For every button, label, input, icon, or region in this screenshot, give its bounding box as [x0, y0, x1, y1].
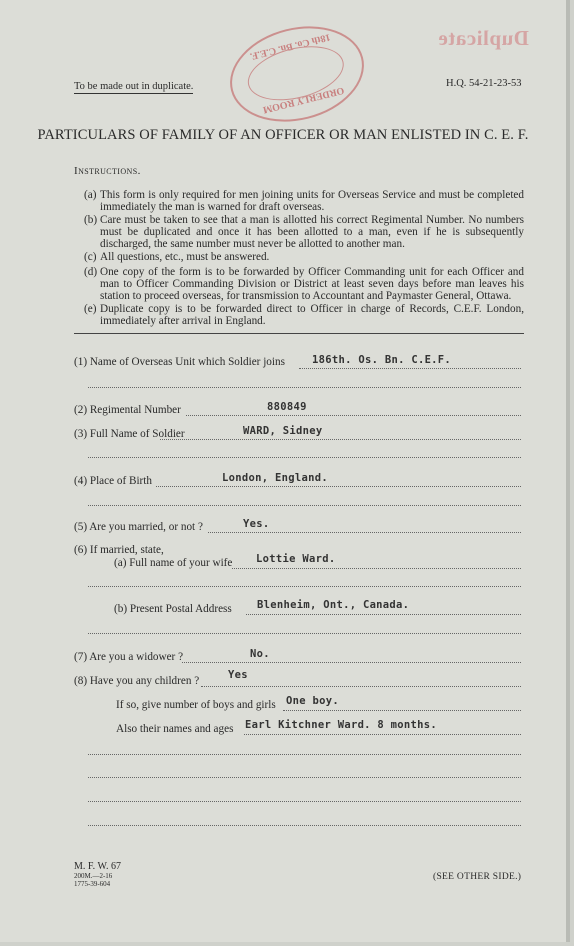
- record-office-stamp: [220, 13, 374, 135]
- blank-line: [88, 754, 521, 755]
- answer-children-names: Earl Kitchner Ward. 8 months.: [245, 719, 438, 731]
- stamp-top-text: 18th Co. Bn. C.E.F.: [248, 31, 332, 62]
- divider: [74, 333, 524, 334]
- question-unit: (1) Name of Overseas Unit which Soldier joins: [74, 356, 285, 368]
- answer-line: [246, 614, 521, 615]
- answer-wife-name: Lottie Ward.: [256, 553, 336, 565]
- answer-married: Yes.: [243, 518, 270, 530]
- stamp-bottom-text: ORDERLY ROOM: [261, 84, 346, 116]
- blank-line: [88, 777, 521, 778]
- form-code: [74, 861, 121, 888]
- answer-unit: 186th. Os. Bn. C.E.F.: [312, 354, 452, 366]
- question-if-married: (6) If married, state,: [74, 544, 164, 556]
- answer-children: Yes: [228, 669, 248, 681]
- question-married: (5) Are you married, or not ?: [74, 521, 203, 533]
- answer-full-name: WARD, Sidney: [243, 425, 323, 437]
- blank-line: [88, 505, 521, 506]
- answer-line: [299, 368, 521, 369]
- blank-line: [88, 586, 521, 587]
- instruction-e: (e) Duplicate copy is to be forwarded direct to Officer in charge of Records, C.E.F. London, immediately after arrival in England.: [84, 303, 524, 327]
- blank-line: [88, 825, 521, 826]
- question-wife-name: (a) Full name of your wife: [114, 557, 233, 569]
- question-place-of-birth: (4) Place of Birth: [74, 475, 152, 487]
- question-full-name: (3) Full Name of Soldier: [74, 428, 185, 440]
- answer-place-of-birth: London, England.: [222, 472, 328, 484]
- answer-line: [182, 662, 521, 663]
- answer-line: [186, 415, 521, 416]
- question-regimental-number: (2) Regimental Number: [74, 404, 181, 416]
- question-postal-address: (b) Present Postal Address: [114, 603, 232, 615]
- print-line-1: 200M.—2-16: [74, 872, 113, 880]
- instruction-a: (a) This form is only required for men joining units for Overseas Service and must be completed immediately the man is warned for draft overseas.: [84, 189, 524, 213]
- question-number-of-children: If so, give number of boys and girls: [116, 699, 276, 711]
- see-other-side: (SEE OTHER SIDE.): [433, 872, 522, 882]
- answer-line: [208, 532, 521, 533]
- print-line-2: 1775-39-604: [74, 880, 111, 888]
- answer-regimental-number: 880849: [267, 401, 307, 413]
- form-title: PARTICULARS OF FAMILY OF AN OFFICER OR MAN ENLISTED IN C. E. F.: [37, 127, 529, 143]
- answer-line: [244, 734, 521, 735]
- question-children: (8) Have you any children ?: [74, 675, 200, 687]
- question-widower: (7) Are you a widower ?: [74, 651, 184, 663]
- blank-line: [88, 457, 521, 458]
- duplicate-stamp: Duplicate: [438, 26, 529, 50]
- question-children-names: Also their names and ages: [116, 723, 234, 735]
- duplicate-note: To be made out in duplicate.: [74, 81, 194, 92]
- answer-line: [156, 486, 521, 487]
- answer-widower: No.: [250, 648, 270, 660]
- hq-number: H.Q. 54-21-23-53: [446, 78, 522, 89]
- form-code-title: M. F. W. 67: [74, 861, 121, 872]
- instruction-c: (c) All questions, etc., must be answered.: [84, 251, 270, 263]
- instruction-d: (d) One copy of the form is to be forwarded by Officer Commanding unit for each Officer and man to Officer Commanding Division or District at least seven days before man leaves his station to proceed overseas, for transmission to Accountant and Paymaster General, Ottawa.: [84, 266, 524, 302]
- answer-postal-address: Blenheim, Ont., Canada.: [257, 599, 410, 611]
- instructions-heading: Instructions.: [74, 165, 141, 177]
- answer-line: [232, 568, 521, 569]
- answer-line: [201, 686, 521, 687]
- instruction-b: (b) Care must be taken to see that a man is allotted his correct Regimental Number. No numbers must be duplicated and once it has been allotted to a man, even if he is subsequently discharged, the same number must never be allotted to another man.: [84, 214, 524, 250]
- answer-line: [160, 439, 521, 440]
- answer-number-of-children: One boy.: [286, 695, 339, 707]
- blank-line: [88, 633, 521, 634]
- answer-line: [283, 710, 521, 711]
- blank-line: [88, 801, 521, 802]
- blank-line: [88, 387, 521, 388]
